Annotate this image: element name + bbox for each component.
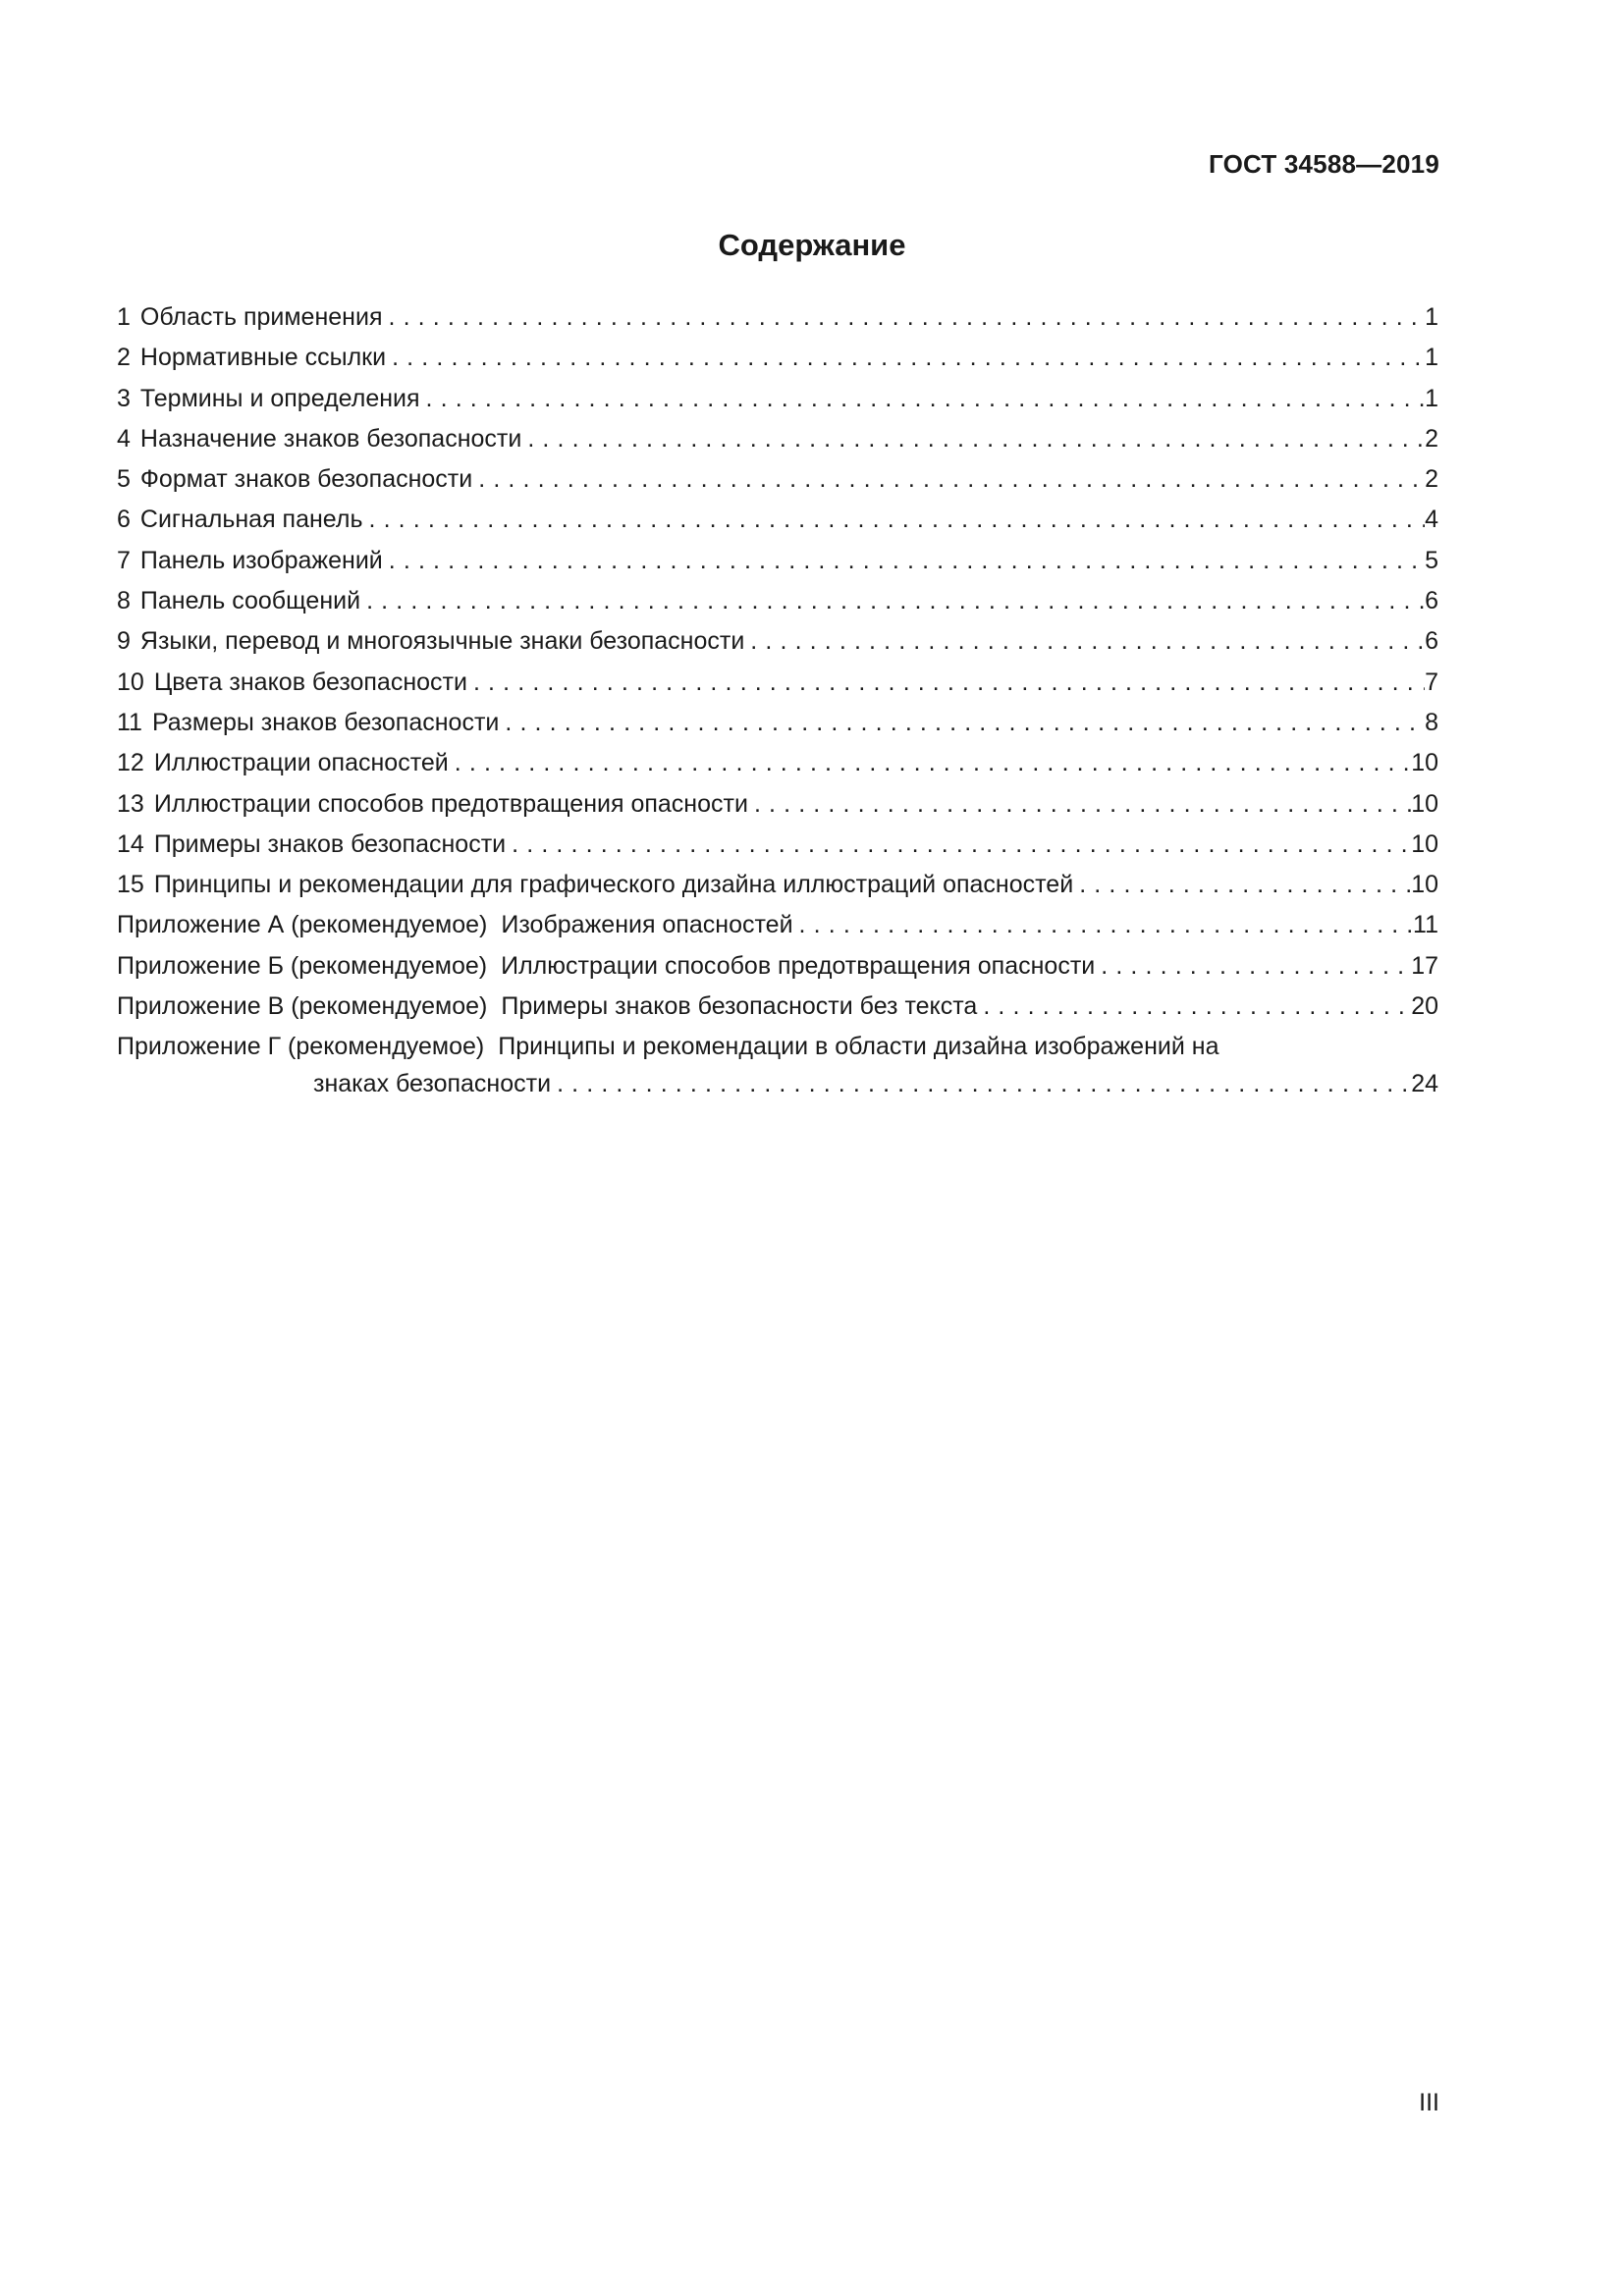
toc-appendix-entry[interactable] (117, 987, 1438, 1027)
toc-entry-page: 20 (1411, 992, 1438, 1021)
dot-leader (499, 703, 1425, 743)
toc-entry-page: 7 (1425, 667, 1438, 696)
toc-entry-number: 1 (117, 303, 131, 331)
toc-entry-label (117, 825, 506, 865)
dot-leader (744, 621, 1425, 662)
toc-entry[interactable] (117, 743, 1438, 783)
toc-entry-page: 8 (1425, 708, 1438, 736)
toc-entry-title: Нормативные ссылки (139, 344, 387, 372)
dot-leader (472, 459, 1425, 500)
appendix-title: Изображения опасностей (501, 911, 793, 939)
toc-entry-page: 10 (1411, 789, 1438, 818)
toc-entry-label (117, 905, 793, 945)
toc-entry-number: 6 (117, 506, 131, 534)
toc-entry-page: 11 (1413, 911, 1438, 939)
toc-entry-page: 1 (1425, 344, 1438, 372)
dot-leader (506, 825, 1411, 865)
toc-entry-page: 24 (1411, 1070, 1438, 1098)
toc-entry-number: 4 (117, 424, 131, 453)
toc-entry[interactable] (117, 419, 1438, 459)
toc-entry-title: Принципы и рекомендации для графического дизайна иллюстраций опасностей (153, 871, 1074, 899)
toc-entry-page: 10 (1411, 871, 1438, 899)
toc-entry-number: 2 (117, 344, 131, 372)
toc-entry-number: 10 (117, 667, 144, 696)
toc-entry-number: 14 (117, 829, 144, 858)
toc-entry-number: 13 (117, 789, 144, 818)
toc-entry-page: 4 (1425, 506, 1438, 534)
toc-entry-label (117, 663, 467, 703)
toc-entry-label (117, 865, 1073, 905)
toc-entry[interactable] (117, 379, 1438, 419)
toc-entry-label (117, 459, 472, 500)
toc-entry-page: 10 (1411, 749, 1438, 777)
toc-entry[interactable] (117, 703, 1438, 743)
toc-entry-page: 17 (1411, 951, 1438, 980)
appendix-label: Приложение А (рекомендуемое) (117, 911, 488, 939)
dot-leader (748, 784, 1411, 825)
toc-entry-title: Область применения (139, 303, 383, 331)
dot-leader (977, 987, 1411, 1027)
toc-entry-title: Панель изображений (139, 546, 383, 574)
toc-entry-number: 12 (117, 749, 144, 777)
dot-leader (551, 1064, 1411, 1104)
toc-entry[interactable] (117, 621, 1438, 662)
toc-entry-label (117, 338, 386, 378)
toc-entry-title: Формат знаков безопасности (139, 465, 473, 494)
toc-entry[interactable] (117, 581, 1438, 621)
toc-entry-page: 1 (1425, 303, 1438, 331)
toc-entry-page: 6 (1425, 627, 1438, 656)
dot-leader (420, 379, 1426, 419)
appendix-label: Приложение В (рекомендуемое) (117, 992, 488, 1021)
toc-entry-label (117, 379, 420, 419)
dot-leader (1095, 946, 1411, 987)
toc-entry-title: Назначение знаков безопасности (139, 424, 522, 453)
appendix-title-line-1: Принципы и рекомендации в области дизайна изображений на (498, 1033, 1219, 1061)
toc-entry-label (117, 743, 449, 783)
toc-entry-label (117, 297, 382, 338)
toc-entry-label (117, 419, 521, 459)
toc-title: Содержание (718, 228, 906, 262)
toc-entry-number: 9 (117, 627, 131, 656)
table-of-contents (117, 297, 1438, 1105)
appendix-title: Иллюстрации способов предотвращения опасности (501, 951, 1096, 980)
toc-entry-label (117, 621, 744, 662)
appendix-label: Приложение Г (рекомендуемое) (117, 1033, 485, 1061)
toc-entry-label (117, 946, 1095, 987)
toc-entry-title: Иллюстрации опасностей (153, 749, 449, 777)
toc-entry-title: Панель сообщений (139, 587, 361, 615)
toc-entry-label (117, 581, 360, 621)
toc-entry-page: 2 (1425, 465, 1438, 494)
toc-entry[interactable] (117, 865, 1438, 905)
dot-leader (363, 500, 1426, 540)
toc-entry-label (117, 541, 383, 581)
dot-leader (382, 297, 1425, 338)
dot-leader (793, 905, 1414, 945)
toc-entry-label (117, 703, 499, 743)
appendix-title-line-2: знаках безопасности (313, 1070, 552, 1098)
toc-entry-number: 5 (117, 465, 131, 494)
toc-appendix-entry[interactable] (117, 905, 1438, 945)
toc-entry-number: 8 (117, 587, 131, 615)
document-code: ГОСТ 34588—2019 (1209, 149, 1439, 179)
page-number: III (1419, 2089, 1439, 2116)
dot-leader (386, 338, 1425, 378)
toc-entry-page: 1 (1425, 384, 1438, 412)
toc-entry-number: 3 (117, 384, 131, 412)
toc-appendix-entry-continuation[interactable] (117, 1064, 1438, 1104)
toc-entry-label (117, 784, 748, 825)
toc-entry-page: 6 (1425, 587, 1438, 615)
dot-leader (467, 663, 1425, 703)
toc-entry-title: Иллюстрации способов предотвращения опасности (153, 789, 748, 818)
dot-leader (360, 581, 1425, 621)
appendix-label: Приложение Б (рекомендуемое) (117, 951, 488, 980)
toc-entry[interactable] (117, 784, 1438, 825)
dot-leader (383, 541, 1425, 581)
toc-entry-title: Цвета знаков безопасности (153, 667, 467, 696)
toc-appendix-entry[interactable] (117, 946, 1438, 987)
toc-entry-label (117, 1027, 1218, 1064)
toc-entry[interactable] (117, 459, 1438, 500)
toc-entry[interactable] (117, 541, 1438, 581)
dot-leader (521, 419, 1425, 459)
toc-entry-page: 10 (1411, 829, 1438, 858)
toc-entry-number: 11 (117, 708, 142, 736)
dot-leader (1073, 865, 1411, 905)
toc-entry-number: 7 (117, 546, 131, 574)
toc-entry-page: 2 (1425, 424, 1438, 453)
toc-entry-title: Термины и определения (139, 384, 420, 412)
toc-entry[interactable] (117, 825, 1438, 865)
toc-entry-number: 15 (117, 871, 144, 899)
toc-entry-page: 5 (1425, 546, 1438, 574)
toc-entry[interactable] (117, 663, 1438, 703)
toc-entry-label (117, 500, 363, 540)
toc-entry-title: Примеры знаков безопасности (153, 829, 507, 858)
toc-entry[interactable] (117, 338, 1438, 378)
dot-leader (449, 743, 1411, 783)
toc-entry-title: Размеры знаков безопасности (151, 708, 500, 736)
toc-entry[interactable] (117, 297, 1438, 338)
toc-entry-title: Сигнальная панель (139, 506, 363, 534)
toc-entry-title: Языки, перевод и многоязычные знаки безопасности (139, 627, 745, 656)
toc-entry[interactable] (117, 500, 1438, 540)
toc-appendix-entry[interactable] (117, 1027, 1438, 1064)
toc-entry-label (117, 987, 977, 1027)
appendix-title: Примеры знаков безопасности без текста (501, 992, 978, 1021)
